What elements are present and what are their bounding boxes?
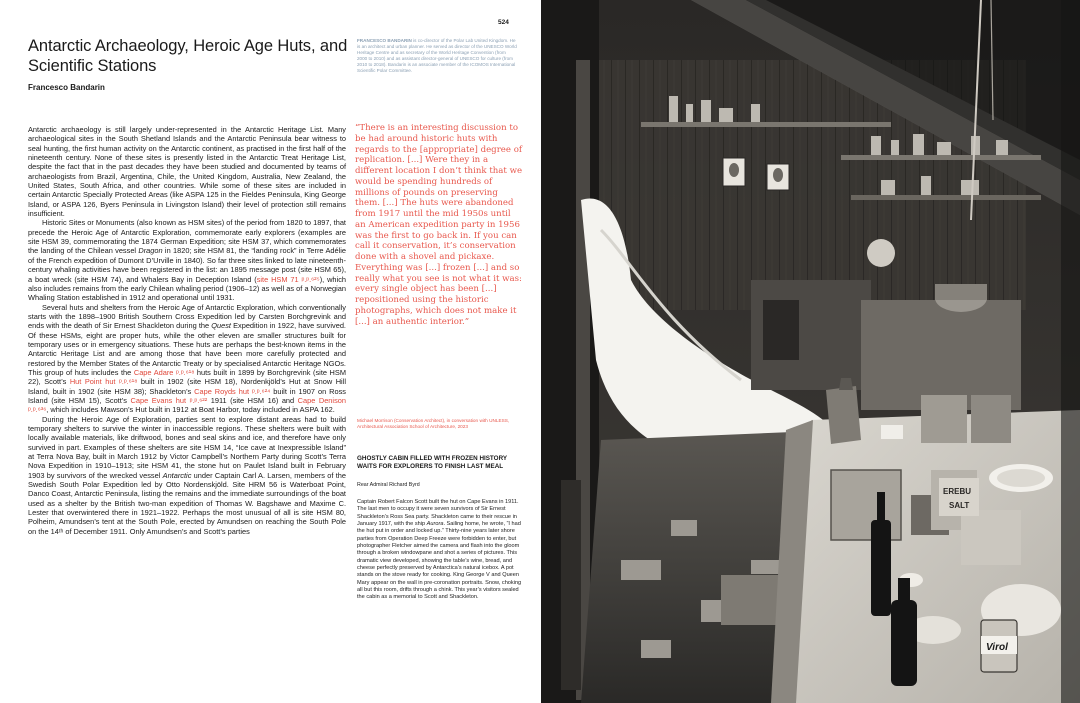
text-run: Historic Sites or Monuments (also known as HSM sites) of the period from 1820 to 1897, that precede the Heroic Age of Antarctic Exploration, commemorate early explorers (examples are site HSM 39, commemorating the 1874 German Expedition; site HSM 37, which commemorates the landing of the Chilean vessel: [28, 218, 346, 256]
text-run: During the Heroic Age of Exploration, parties sent to explore distant areas had to build temporary shelters to survive the winter in inaccessible regions. These shelters were built with locally available materials, like driftwood, bones and seal skins and ice, and therefore have only survived in part. Examples of these shelters are site HSM 14, “Ice cave at Inexpressible Island” at Terra Nova Bay, built in March 1912 by Victor Campbell’s Northern Party during Scott’s Terra Nova Expedition in 1910–1913; site HSM 41, the stone hut on Paulet Island built in February 1903 by survivors of the wrecked vessel: [28, 414, 346, 480]
shelf-top: [641, 122, 891, 127]
text-run: in 1820; site HSM 81, the “landing rock” in Terre Adélie of the French expedition of Dumont D’Urville in 1840). So far three sites linked to late nineteenth-century whaling activities have been registered in the list: an 1895 message post (site HSM 65), a boat wreck (site HSM 74), and Whalers Bay in Deception Island (: [28, 246, 346, 284]
page-number: 524: [498, 19, 509, 26]
ship-name: Aurora: [426, 521, 444, 528]
photo-illustration: [541, 0, 1080, 703]
clock: [867, 239, 895, 267]
page-reference-link[interactable]: Cape Royds hut ᵖ.ᵖ.⁶²⁴: [194, 386, 271, 396]
article-title: Antarctic Archaeology, Heroic Age Huts, and Scientific Stations: [28, 37, 348, 75]
page-reference-link[interactable]: site HSM 71 ᵖ.ᵖ.⁶²⁵: [256, 274, 320, 284]
page-reference-link[interactable]: Cape Denison ᵖ.ᵖ.⁶³⁶: [28, 395, 346, 415]
can-label: Virol: [986, 642, 1008, 653]
caption-credit: Rear Admiral Richard Byrd: [357, 482, 420, 488]
ship-name: Quest: [211, 321, 231, 331]
text-run: , which includes Mawson’s Hut built in 1912 at Boat Harbor, today included in ASPA 162.: [46, 405, 335, 415]
text-run: Several huts and shelters from the Heroic Age of Antarctic Exploration, which conventionally starts with the 1898–1900 British Southern Cross Expedition led by Carsten Borchgrevink and ends with the death of Sir Ernest Shackleton during the: [28, 302, 346, 331]
text-run: built in 1907 on Ross Island (site HSM 15), Scott’s: [28, 386, 346, 405]
text-run: . Sailing home, he wrote, “I had the hut put in order and locked up.” Thirty-nine years later shore parties from Operation Deep Freeze were forbidden to enter, but photographer Fletcher aimed the camera and flash into the gloom through a broken windowpane and shot a series of pictures. This dramatic view developed, showing the table’s wine, bread, and cheese perfectly preserved by Antarctica’s natural icebox. A pot stands on the stove ready for cooking. King George V and Queen Mary appear on the wall in pre-coronation portraits. Snow, choking all but this room, drifts through a chink. This year’s visitors sealed the cabin as a memorial to Scott and Shackleton.: [357, 521, 522, 601]
bio-text: is co-director of the Polar Lab United Kingdom. He is an architect and urban planner. He served as director of the UNESCO World Heritage Centre and as secretary of the World Heritage Convention (from 2000 to 2010) and as assistant director-general of UNESCO for culture (from 2010 to 2018). Bandarin is an associate member of the ICOMOS International Scientific Polar Committee.: [357, 38, 517, 74]
caption-body: [357, 499, 523, 602]
bench: [561, 480, 581, 690]
ship-name: Dragon: [138, 246, 163, 256]
paragraph-2: [28, 218, 346, 302]
erebus-salt-tin: [939, 478, 979, 516]
counter: [861, 300, 1021, 410]
shelf-right: [841, 155, 1041, 160]
text-run: under Captain Carl A. Larsen, members of the Swedish South Polar Expedition led by Otto Nordenskjöld. Site HRM 56 is Waterboat Point, Danco Coast, Antarctic Peninsula, listing the remains and the immediate surroundings of the boat used as a shelter by the British two-man expedition of Thomas W. Bagshawe and Maxime C. Lester that overwintered there in 1921–1922. Perhaps the most unusual of all is site HSM 80, Polheim, Amundsen’s tent at the South Pole, erected by Amundsen on reaching the South Pole on the 14ᵗʰ of December 1911. Only Amundsen’s and Scott’s parties: [28, 470, 346, 536]
pull-quote-source: Michael Morrison (Conservation Architect), in conversation with UNLESS, Architectural Association School of Architecture, 2023: [357, 418, 510, 429]
bio-name: FRANCESCO BANDARIN: [357, 38, 412, 43]
text-run: huts built in 1899 by Borchgrevink (site HSM 22), Scott’s: [28, 367, 346, 387]
page-reference-link[interactable]: Cape Evans hut ᵖ.ᵖ.⁶²²: [130, 395, 208, 405]
text-run: 1911 (site HSM 16) and: [207, 395, 298, 405]
ship-name: Antarctic: [162, 470, 192, 480]
article-body: [28, 125, 346, 536]
author-bio: [357, 38, 517, 75]
article-author: Francesco Bandarin: [28, 83, 105, 92]
page-reference-link[interactable]: Cape Adare ᵖ.ᵖ.⁶¹⁸: [133, 367, 195, 377]
paragraph-1: Antarctic archaeology is still largely under-represented in the Antarctic Heritage List. Many archaeological sites in the South Shetland Islands and the Antarctic Peninsula bear witness to seal hunting, the first human activity on the Antarctic continent, as practised in the first half of the nineteenth century. None of these sites is presently listed in the Antarctic Treat Heritage List, despite the fact that in the past decades they have been studied and documented by teams of archaeologists from Brazil, Argentina, Chile, the United Kingdom, Australia, New Zealand, the United States, South Africa, and other countries. While some of these sites are included in certain Antarctic Specially Protected Areas (like ASPA 125 in the Fieldes Peninsula, King George Island, or ASPA 126, Byers Peninsula in Livingston Island) their level of protection still remains insufficient.: [28, 125, 346, 219]
text-run: ), which also includes remains from the early Chilean whaling period (1906–12) as well as of a Norwegian Whaling Station established in 1912 and operational until 1931.: [28, 274, 346, 303]
page-reference-link[interactable]: Hut Point hut ᵖ.ᵖ.⁶¹⁸: [69, 377, 138, 387]
table: [791, 410, 1080, 703]
tin-label-2: SALT: [949, 501, 970, 510]
paragraph-3: [28, 303, 346, 415]
tin-label-1: EREBU: [943, 487, 972, 496]
shelf-lower: [851, 195, 1041, 200]
text-run: Expedition in 1922, have survived. Of these HSMs, eight are proper huts, while the other eleven are smaller structures built for temporary uses or in emergency situations. These huts are perhaps the best-known items in the Antarctic Heritage List and are among those that have been more carefully protected and restored by the Member States of the Antarctic Treaty or by specialised Antarctic Heritage NGOs. This group of huts includes the: [28, 321, 346, 377]
text-run: Captain Robert Falcon Scott built the hut on Cape Evans in 1911. The last men to occupy it were seven survivors of Sir Ernest Shackleton’s Ross Sea party. Shackleton came to their rescue in January 1917, with the ship: [357, 499, 519, 528]
hut-interior-photo: [541, 0, 1080, 703]
paragraph-4: [28, 415, 346, 536]
pull-quote: “There is an interesting discussion to be had around historic huts with regards to the [appropriate] degree of replication. [...] Were they in a different location I don’t think that we would be spending hundreds of millions of pounds on preserving them. [...] The huts were abandoned from 1917 until the mid 1950s until an American expedition party in 1956 was the first to go back in. If you can call it conservation, it’s conservation done with a shovel and pickaxe. Everything was [...] frozen [...] and so really what you see is not what it was: every single object has been [...] repositioned using the historic photographs, which does not make it [...] an authentic interior.”: [355, 123, 523, 327]
text-run: built in 1902 (site HSM 18), Nordenkjöld’s Hut at Snow Hill Island, built in 1902 (site HSM 38); Shackleton’s: [28, 377, 346, 396]
caption-title: GHOSTLY CABIN FILLED WITH FROZEN HISTORY WAITS FOR EXPLORERS TO FINISH LAST MEAL: [357, 455, 507, 471]
